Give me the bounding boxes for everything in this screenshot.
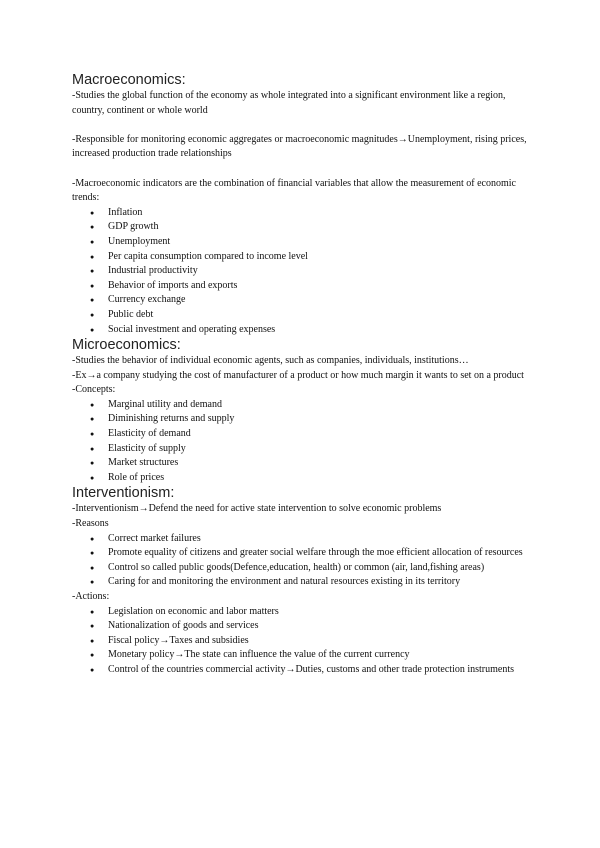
interv-actions-intro: -Actions: (72, 591, 110, 602)
list-item: ● Social investment and operating expenses (108, 323, 532, 338)
macro-definition: -Studies the global function of the economy as whole integrated into a significant environment like a region, country, continent or whole world (72, 90, 506, 116)
list-item: ● Caring for and monitoring the environment and natural resources existing in its territory (108, 575, 532, 590)
list-item: ● Industrial productivity (108, 264, 532, 279)
list-item: ● Diminishing returns and supply (108, 412, 532, 427)
interv-reasons-list (72, 532, 532, 590)
document-page (72, 72, 532, 678)
list-item: ● Market structures (108, 456, 532, 471)
list-item: ● Nationalization of goods and services (108, 619, 532, 634)
microeconomics-heading: Microeconomics: (72, 337, 181, 354)
spacer (72, 118, 532, 133)
list-item: ● Correct market failures (108, 532, 532, 547)
list-item: ● Promote equality of citizens and greater social welfare through the moe efficient allocation of resources (108, 546, 532, 561)
list-item: ● Role of prices (108, 471, 532, 486)
spacer (72, 162, 532, 177)
list-item: ● Monetary policy→The state can influence the value of the current currency (108, 648, 532, 663)
list-item: ● Fiscal policy→Taxes and subsidies (108, 634, 532, 649)
micro-example: -Ex→a company studying the cost of manufacturer of a product or how much margin it wants to set on a product (72, 369, 524, 381)
list-item: ● Public debt (108, 308, 532, 323)
list-item: ● Control of the countries commercial activity→Duties, customs and other trade protection instruments (108, 663, 532, 678)
micro-concepts-list (72, 398, 532, 486)
list-item: ● Per capita consumption compared to income level (108, 250, 532, 265)
list-item: ● Marginal utility and demand (108, 398, 532, 413)
list-item: ● Legislation on economic and labor matters (108, 605, 532, 620)
list-item: ● Elasticity of supply (108, 442, 532, 457)
list-item: ● Behavior of imports and exports (108, 279, 532, 294)
list-item: ● Unemployment (108, 235, 532, 250)
interventionism-heading: Interventionism: (72, 485, 175, 502)
interv-reasons-intro: -Reasons (72, 518, 109, 530)
list-item: ● Inflation (108, 206, 532, 221)
list-item: ● Elasticity of demand (108, 427, 532, 442)
macro-responsibility: -Responsible for monitoring economic aggregates or macroeconomic magnitudes→Unemployment, rising prices, increased production trade relationships (72, 133, 527, 160)
macro-indicators-intro: -Macroeconomic indicators are the combination of financial variables that allow the measurement of economic trends: (72, 177, 516, 204)
list-item: ● Control so called public goods(Defence,education, health) or common (air, land,fishing areas) (108, 561, 532, 576)
micro-definition: -Studies the behavior of individual economic agents, such as companies, individuals, institutions… (72, 355, 469, 367)
list-item: ● GDP growth (108, 220, 532, 235)
interv-definition: -Interventionism→Defend the need for active state intervention to solve economic problems (72, 503, 442, 515)
macroeconomics-heading: Macroeconomics: (72, 72, 186, 88)
macro-indicators-list (72, 206, 532, 337)
list-item: ● Currency exchange (108, 293, 532, 308)
micro-concepts-intro: -Concepts: (72, 384, 116, 396)
interv-actions-list (72, 605, 532, 678)
